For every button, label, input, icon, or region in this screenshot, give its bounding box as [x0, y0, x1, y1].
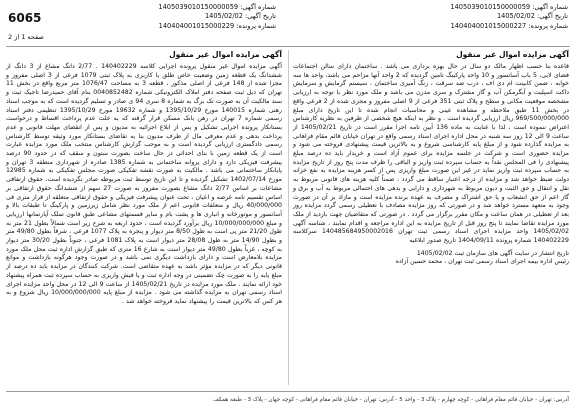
header-left-line: تاریخ آگهی: 1405/02/02 [204, 12, 276, 21]
column-divider [288, 50, 289, 385]
page-number: صفحه 1 از 2 [8, 33, 44, 41]
header-info-right [450, 3, 568, 31]
header-info-left [158, 3, 276, 31]
footer-divider [6, 391, 570, 392]
document-number-badge: 6065 [8, 11, 42, 25]
header-divider [6, 46, 570, 47]
notice-column-left [6, 50, 282, 307]
document-header [0, 0, 576, 46]
header-right-line: شماره آگهی: 1405039010150000059 [450, 3, 568, 11]
document-footer: آدرس: تهران - خیابان قائم مقام فراهانی - کوچه چهارم - پلاک 3 - واحد 5 - آدرس: تهران - خیابان قائم مقام فراهانی - کوچه جهان - پلاک 3 - طبقه همکف [213, 397, 569, 403]
notice-column-right [293, 50, 569, 267]
notice-body-right: قاعده بنا حسب اظهار مالک دو سال در حال بهره برداری می باشد . ساختمان دارای سالن اجتماعات فضای لابی، 5 باب آسانسور و 10 واحد پارکینگ تامین گردیده که 2 واحد آنها مزاحم می باشد، واحد ها سه خوابه ، ضمن کابینت ام دی اف ، درب ضد سرقت ، رنگ آمیزی ساختمان ، سیستم گرمایش و سرمایش داکت اسپلیت و آبگرمکن آب و گاز مشترک و سری مدرن می باشد و ملک مورد نظر با توجه به ارزیابی مشخصه موقعیت مکانی و سطح و پلاک ثبتی 351 فرعی از 9 اصلی مفروز و مجزی شده از 2 فرعی واقع در بخش 11 طبق ملاحظه و مشاهده عینی و محاسبات انجام شده تا این تاریخ دارای مبلغ 969/500/000/000 ریال ارزیابی گردیده است . و نظر به اینکه هیچ شخصی از طرفین به نظریه کارشناس اعتراض ننموده است ، لذا با عنایت به ماده 136 آیین نامه اجرا مقرر است در تاریخ 1405/02/21 از ساعت 9 الی 12 روز سه شنبه در محل اداره اجرای اسناد رسمی واقع در تهران خیابان قائم مقام فراهانی به مزایده گذارده شود و از مبلغ پایه کارشناسی شروع و به بالاترین قیمت پیشنهادی فروخته می شود و مزایده حضوری است و شرکت در جلسه مزایده برای عموم آزاد است و خریدار باید ده درصد مبلغ پیشنهادی را فی المجلس نقداً به حساب سپرده ثبت واریز و الباقی را ظرف مدت پنج روز از تاریخ مزایده به حساب سپرده ثبت واریز نماید در غیر این صورت مبلغ واریزی پس از کسر هزینه مزایده به نفع خزانه دولت ضبط خواهد شد و مزایده از درجه اعتبار ساقط می گردد . ضمناً کلیه هزینه های قانونی مربوط به نقل و انتقال و حق الثبت و دیون مربوط به شهرداری و دارایی و بدهی های احتمالی مربوط به آب و برق و گاز اعم از حق انشعاب و یا حق اشتراک و مصرف به عهده برنده مزایده است و مازاد بر آن در صورت وجود به متعهد مسترد خواهد شد و در صورتی که روز مزایده مصادف با تعطیلی رسمی گردد مزایده روز بعد از تعطیلی در همان ساعت و مکان مقرر برگزار می گردد . در صورتی که متقاضیان جهت بازدید از ملک مورد مزایده تقاضا نمایند تا پنج روز قبل از تاریخ مزایده به این اداره مراجعه و اقدام نمایند ، شناسه آگهی 1405/02/02 واحد مزایده اجرای اسناد رسمی ثبت تهران 140485684950002016 سرکلاسه 140402229 شماره پرونده 1404/09/11 تاریخ صدور ابلاغیه [292, 63, 570, 245]
header-left-line: شماره پرونده: 140404001015000229 [158, 21, 276, 30]
notice-title-left: آگهی مزایده اموال غیر منقول [169, 50, 282, 59]
notice-body-left: آگهی مزایده اموال غیر منقول پرونده اجرایی کلاسه 140402229 . 2/77 دانگ مشاع از 3 دانگ از ششدانگ یک قطعه زمین وضعیت خاص طلق با کاربری به پلاک ثبتی 1079 فرعی از 3 اصلی مفروز و مجزا شده از 148 فرعی از اصلی مذکور ، قطعه 3 به مساحت 1076/47 متر مربع واقع در بخش 11 تهران که ذیل ثبت صفحه دفتر املاک الکترونیکی شماره 0040852482 بنام آقای حمیدرضا تاجیک ثبت و سند مالکیت آن به صورت تک برگ به شماره 8 سری 94 ی صادر و تسلیم گردیده است که به موجب اسناد رهنی شماره 140015 مورخ 1395/10/29 و شماره 19632 مورخ 1395/10/29 تنظیمی دفتر اسناد رسمی شماره 7 تهران در رهن بانک مسکن قرار گرفته که به علت عدم پرداخت اقساط و درخواست بستانکار پرونده اجرایی تشکیل و پس از ابلاغ اجرائیه به مدیون و پس از انقضای مهلت قانونی و عدم پرداخت بدهی و عدم معرفی مال از طرف مدیون بنا به تقاضای بستانکار مورد وثیقه توسط کارشناس رسمی دادگستری ارزیابی گردیده است و به موجب گزارش کارشناس منتخب ملک مورد مزایده عبارت است از یک قطعه زمین با بنای احداثی در حال ساخت بصورت ستون و سقف که در حدود 90 درصد پیشرفت فیزیکی دارد و دارای پروانه ساختمانی به شماره 1385 صادره از شهرداری منطقه 3 تهران و پایانکار ساختمانی می باشد . مالکیت به صورت نقشه تفکیکی صورت مجلس تفکیکی به شماره 12985 مورخ 1402/07/14 تشکیل گردیده و تا این تاریخ توسط ثبت مربوطه صادر نگردیده است، حقوق ارتفاقی مشاعات بر اساس 2/77 دانگ مشاع بصورت مفروز به صورت 27 سهم از ششدانگ حقوق ارتفاقی بر اساس تقسیم نامه عرصه و اعیان ، تحت عنوان پیشرفت فیزیکی و حقوق ارتفاقی متعلقه از قرار متری فی 40/000/000 ریال و متعلقات قانونی اعم از ملک مورد نظر شامل زیرزمین و پارکینگ تا طبقات بالا و آسانسور و موتورخانه و انباری ها و پشت بام و سایر قسمتهای مشاعی طبق قانون تملک آپارتمانها ارزیابی و مبلغ 10/000/000/000 ریال برآورد گردیده است ، حدود اربعه به شرح زیر است شمالاً بطول 21 متر به طول 21/20 متر پی است به طول 8/50 متر دیوار و پنجره به پلاک 1077 فرعی ، شرقاً بطول 49/80 متر و بطول 14/90 متر به طول 28/08 متر دیوار است به پلاک 1081 فرعی ، جنوباً بطول 30/20 متر دیوار به کوچه ، غرباً بطول 49/80 متر دیوار است به شارع 16 متری که طبق گزارش اداره ثبت محل ملک مورد مزایده بلامعارض است و دارای بازداشت دیگری نمی باشد و در صورت وجود هرگونه بازداشت و موانع قانونی دیگر که در مزایده مؤثر باشد به عهده متقاضی است. شرکت کنندگان در مزایده باید ده درصد از مبلغ پایه را به صورت چک تضمینی در وجه اداره ثبت و یا فیش واریزی به حساب سپرده ثبت همراه پیشنهاد خود ارائه نمایند . ملک مورد مزایده در تاریخ 1405/02/21 از ساعت 9 الی 12 در محل واحد مزایده اجرای اسناد رسمی تهران به مزایده گذاشته می شود . مزایده از مبلغ پایه 10/000/000/000 ریال شروع و به هر کس که بالاترین قیمت را پیشنهاد نماید فروخته خواهد شد . [6, 63, 283, 305]
header-right-line: شماره پرونده: 140404001015000227 [450, 21, 568, 30]
notice-footnote-right: تاریخ انتشار در سایت آگهی های سازمان ثبت 1405/02/02 رئیس اداره بیمه اجرای اسناد رسمی ثبت تهران ، محمد حسین آزاده [395, 249, 569, 266]
header-left-line: شماره آگهی: 1405039010150000059 [158, 3, 276, 11]
header-right-line: تاریخ آگهی: 1405/02/02 [496, 12, 568, 21]
notice-title-right: آگهی مزایده اموال غیر منقول [456, 50, 569, 59]
